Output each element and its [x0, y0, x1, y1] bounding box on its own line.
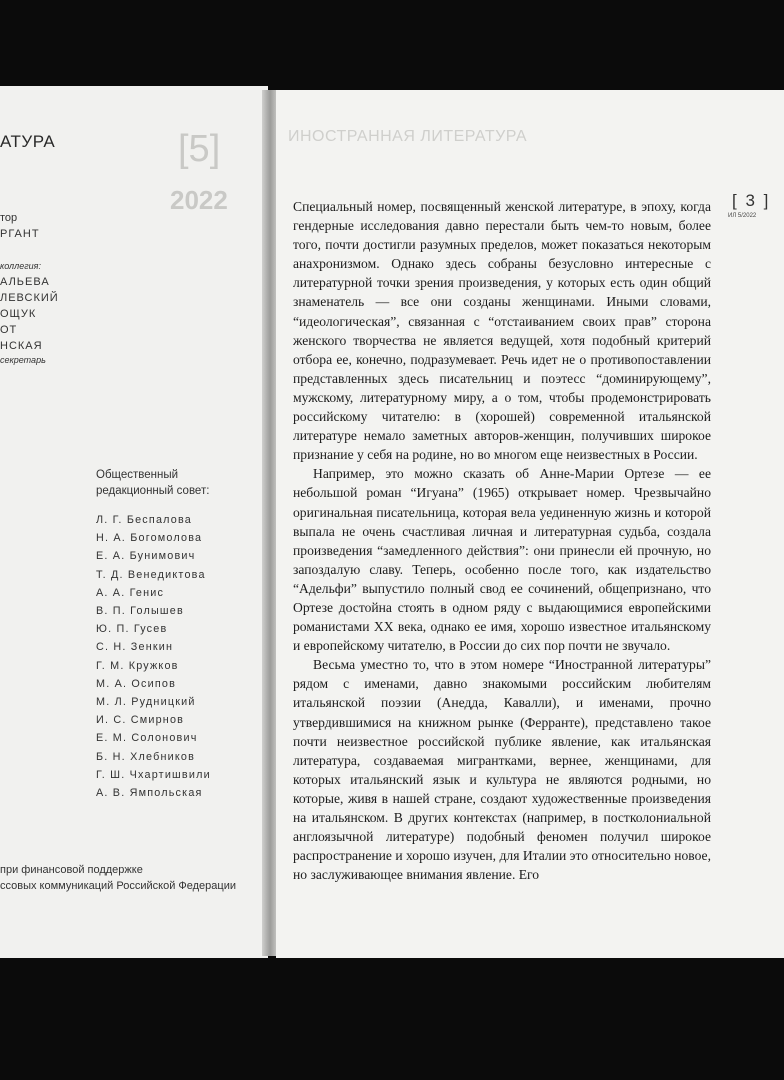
council-member: Е. М. Солонович — [96, 732, 198, 745]
council-member: Т. Д. Венедиктова — [96, 568, 206, 581]
council-member: Г. Ш. Чхартишвили — [96, 768, 211, 781]
council-heading — [96, 467, 209, 499]
funding-note-line: при финансовой поддержке — [0, 864, 143, 876]
council-members-list — [96, 511, 211, 802]
page-number: [ 3 ] — [732, 191, 771, 210]
paragraph: Специальный номер, посвященный женской литературе, в эпоху, когда гендерные исследования давно перестали быть чем-то новым, более того, почти достигли разумных пределов, может показаться некоторым анахронизмом. Однако здесь собраны безусловно интересные с литературной точки зрения произведения, у которых есть один общий знаменатель — все они созданы женщинами. Иными словами, “идеологическая”, связанная с “отстаиванием своих прав” сторона женского творчества не является ведущей, хотя подобный критерий отбора ее, конечно, подразумевает. Речь идет не о противопоставлении представленных здесь писательниц и поэтесс “доминирующему”, мужскому, литературному миру, а о том, чтобы продемонстрировать российскому читателю: в (хорошей) современной итальянской литературе немало заметных авторов-женщин, получивших широкое признание у себя на родине, но во многом еще неизвестных в России. — [293, 199, 711, 463]
council-member: Б. Н. Хлебников — [96, 750, 196, 763]
council-member: Г. М. Кружков — [96, 659, 179, 672]
article-body — [293, 197, 711, 884]
staff-line: НСКАЯ — [0, 340, 43, 352]
council-member: И. С. Смирнов — [96, 714, 185, 727]
council-heading-line: редакционный совет: — [96, 485, 210, 497]
council-heading-line: Общественный — [96, 469, 179, 481]
council-member: М. А. Осипов — [96, 677, 177, 690]
funding-note-line: ссовых коммуникаций Российской Федерации — [0, 880, 237, 892]
staff-line: коллегия: — [0, 261, 41, 271]
council-member: А. А. Генис — [96, 586, 165, 599]
council-member: Ю. П. Гусев — [96, 623, 168, 636]
paragraph: Весьма уместно то, что в этом номере “Иностранной литературы” рядом с именами, давно знакомыми российским любителям итальянской поэзии (Анедда, Кавалли), и именами, прочно утвердившимися на книжном рынке (Ферранте), представлено такое почти неизвестное российской публике явление, как итальянская литература, создаваемая мигрантками, вернее, женщинами, для которых итальянский язык и культура не являются родными, но которые, живя в нашей стране, создают художественные произведения на итальянском. В других контекстах (например, в постколониальной англоязычной литературе) подобный феномен получил широкое распространение и хорошо изучен, для Италии это относительно новое, но заслуживающее внимания явление. Его — [293, 657, 711, 883]
funding-note — [0, 862, 236, 894]
council-member: Л. Г. Беспалова — [96, 514, 192, 526]
council-member: В. П. Голышев — [96, 605, 184, 618]
council-member: С. Н. Зенкин — [96, 641, 174, 654]
show-through-header: ИНОСТРАННАЯ ЛИТЕРАТУРА — [288, 128, 528, 145]
staff-line: секретарь — [0, 355, 46, 365]
staff-line: ЛЕВСКИЙ — [0, 292, 59, 304]
staff-line: тор — [0, 212, 18, 224]
staff-line: ОЩУК — [0, 308, 37, 320]
editorial-staff — [0, 210, 59, 368]
council-member: Н. А. Богомолова — [96, 532, 203, 545]
council-member: Е. А. Бунимович — [96, 550, 196, 563]
staff-line: ОТ — [0, 324, 18, 336]
paragraph: Например, это можно сказать об Анне-Марии Ортезе — ее небольшой роман “Игуана” (1965) открывает номер. Чрезвычайно оригинальная писательница, которая вела уединенную жизнь и которой выпала не очень счастливая личная и литературная судьба, создала произведения “замедленного действия”: они принесли ей прочную, но запоздалую славу. Теперь, особенно после того, как издательство “Адельфи” выпустило полный свод ее сочинений, общепризнано, что Ортезе достойна стоять в одном ряду с выдающимися европейскими романистами XX века, однако ее имя, хорошо известное итальянскому и европейскому читателю, в России до сих пор почти не звучало. — [293, 466, 711, 654]
show-through-mark: 2022 — [170, 185, 228, 215]
staff-line: РГАНТ — [0, 228, 40, 240]
issue-label: ИЛ 5/2022 — [728, 213, 757, 219]
show-through-mark: [5] — [178, 128, 221, 170]
staff-line: АЛЬЕВА — [0, 276, 50, 288]
masthead-title-fragment: АТУРА — [0, 132, 56, 151]
council-member: М. Л. Рудницкий — [96, 696, 196, 709]
council-member: А. В. Ямпольская — [96, 787, 203, 800]
